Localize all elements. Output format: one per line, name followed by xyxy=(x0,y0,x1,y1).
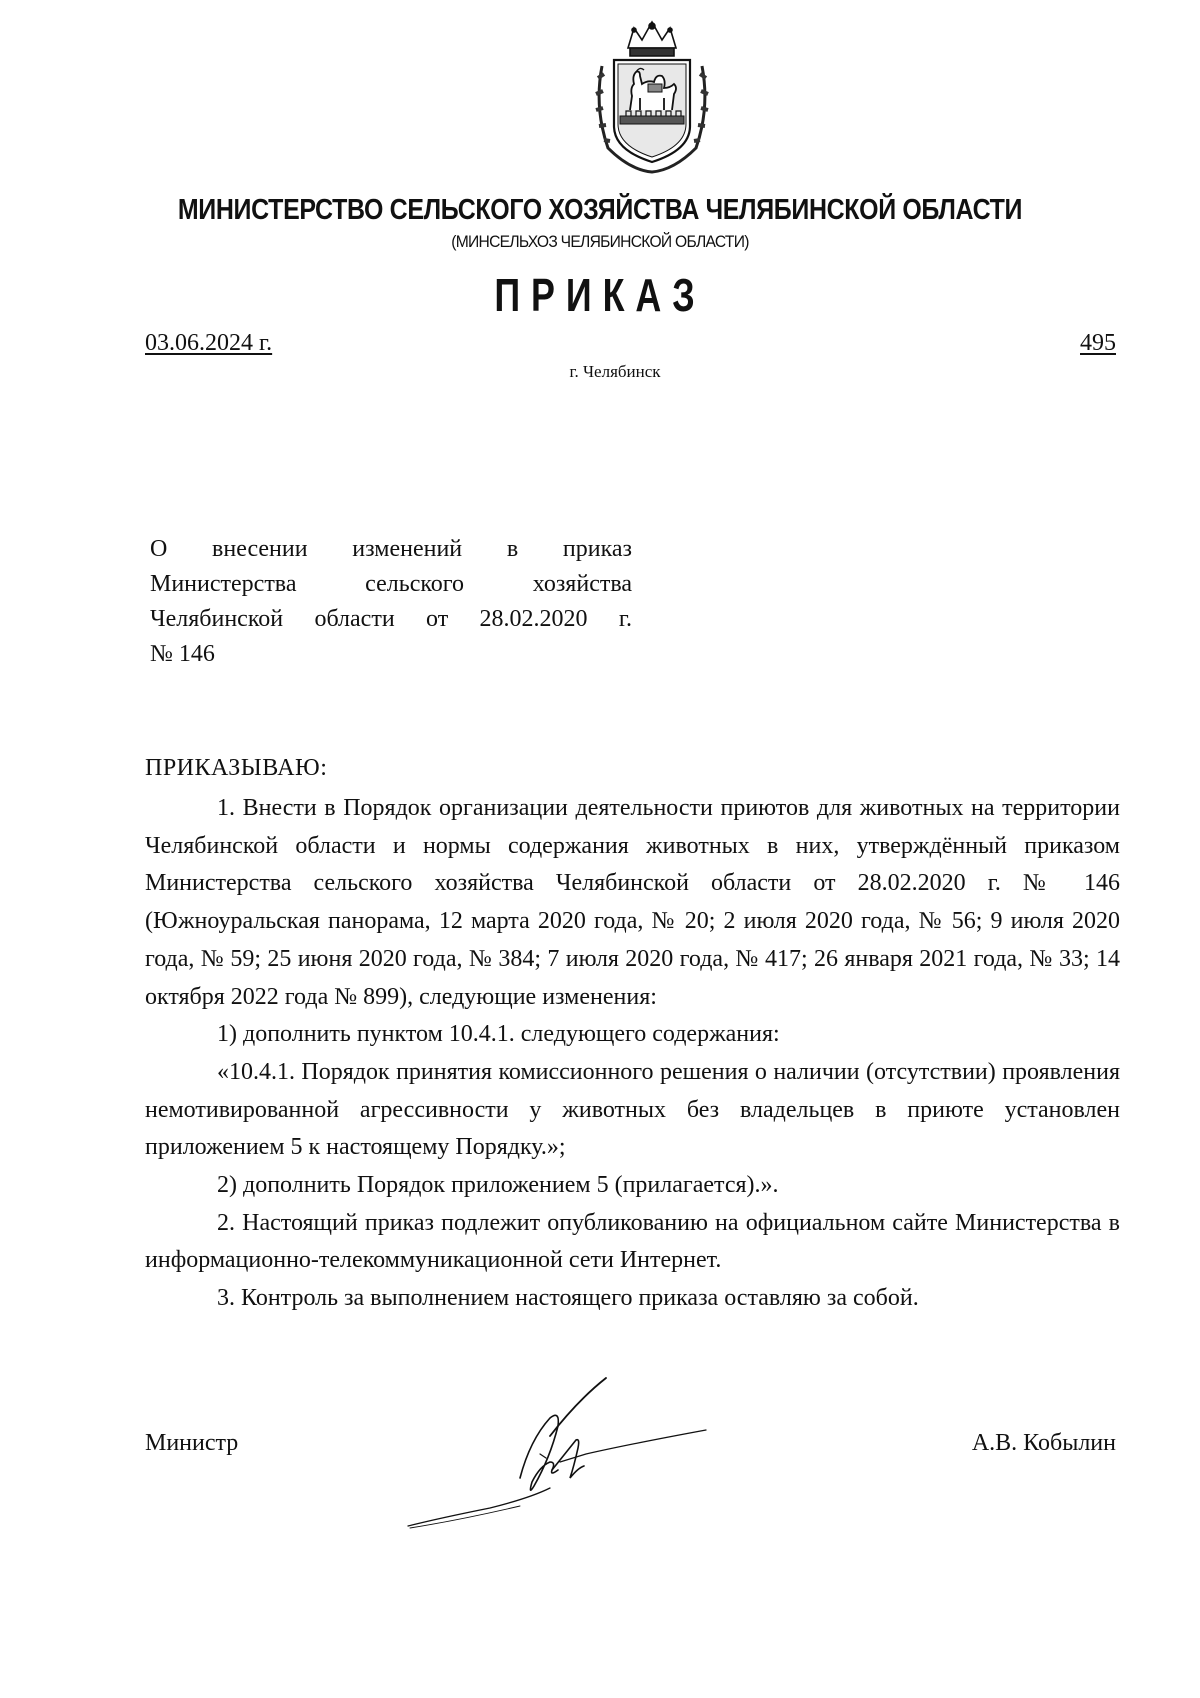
document-number: 495 xyxy=(1080,330,1116,356)
body-paragraph: «10.4.1. Порядок принятия комиссионного решения о наличии (отсутствии) проявления немотивированной агрессивности у животных без владельцев в приюте установлен приложением 5 к настоящему Порядку.»; xyxy=(145,1058,1120,1161)
document-type-title: ПРИКАЗ xyxy=(494,269,706,321)
body-paragraph: 1. Внести в Порядок организации деятельности приютов для животных на территории Челябинской области и нормы содержания животных в них, утверждённый приказом Министерства сельского хозяйства Челябинской области от 28.02.2020 г. № 146 (Южноуральская панорама, 12 марта 2020 года, № 20; 2 июля 2020 года, № 56; 9 июля 2020 года, № 59; 25 июня 2020 года, № 384; 7 июля 2020 года, № 417; 26 января 2021 года, № 33; 14 октября 2022 года № 899), следующие изменения: xyxy=(145,795,1120,1010)
body-paragraph: 1) дополнить пунктом 10.4.1. следующего содержания: xyxy=(217,1021,780,1048)
document-body xyxy=(145,790,1120,1318)
subject-line: Челябинской области от 28.02.2020 г. xyxy=(150,606,632,632)
body-paragraph: 2) дополнить Порядок приложением 5 (прилагается).». xyxy=(217,1172,779,1199)
body-paragraph: 2. Настоящий приказ подлежит опубликованию на официальном сайте Министерства в информационно-телекоммуникационной сети Интернет. xyxy=(145,1209,1120,1274)
coat-of-arms-icon xyxy=(590,18,714,174)
handwritten-signature xyxy=(400,1370,780,1570)
subject-line: № 146 xyxy=(150,641,215,667)
subject-line: Министерства сельского хозяйства xyxy=(150,571,632,597)
ministry-title: МИНИСТЕРСТВО СЕЛЬСКОГО ХОЗЯЙСТВА ЧЕЛЯБИНСКОЙ ОБЛАСТИ xyxy=(177,194,1023,226)
document-city: г. Челябинск xyxy=(569,362,661,381)
order-heading: ПРИКАЗЫВАЮ: xyxy=(145,755,328,781)
document-date: 03.06.2024 г. xyxy=(145,330,273,356)
ministry-short-name: (МИНСЕЛЬХОЗ ЧЕЛЯБИНСКОЙ ОБЛАСТИ) xyxy=(451,232,749,251)
document-subject xyxy=(150,532,632,672)
subject-line: О внесении изменений в приказ xyxy=(150,536,632,562)
signatory-name: А.В. Кобылин xyxy=(971,1430,1116,1456)
signatory-position: Министр xyxy=(145,1430,239,1456)
body-paragraph: 3. Контроль за выполнением настоящего приказа оставляю за собой. xyxy=(217,1285,919,1312)
